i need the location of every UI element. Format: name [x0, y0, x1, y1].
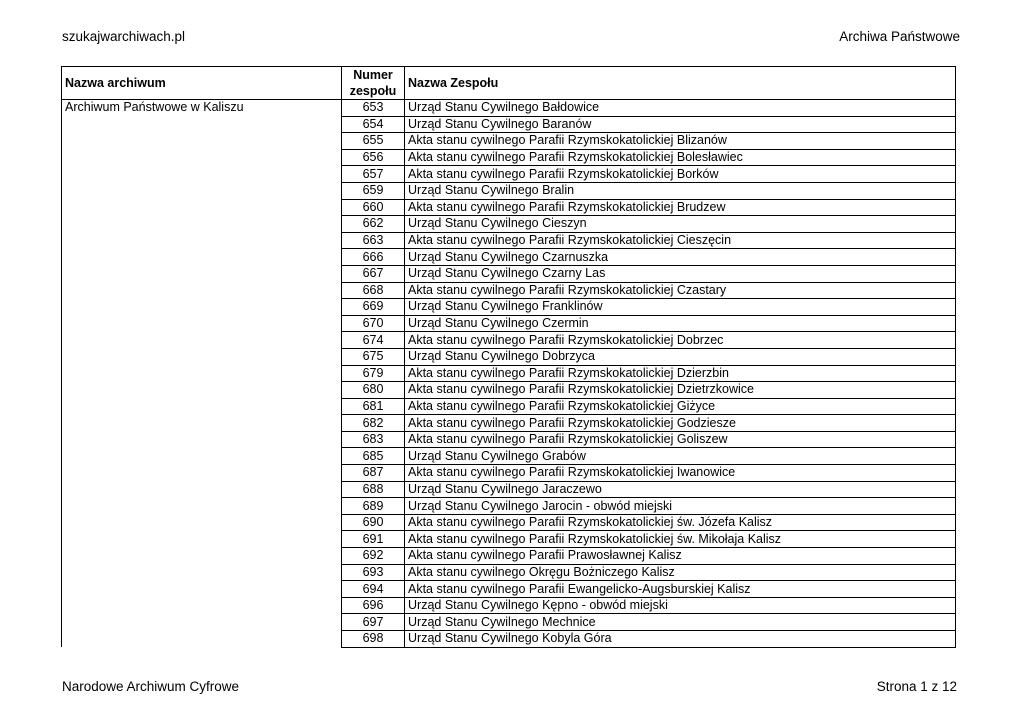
table-header-row	[62, 67, 956, 100]
table-header	[62, 67, 956, 100]
fonds-name-cell: Akta stanu cywilnego Parafii Rzymskokatolickiej Dzierzbin	[405, 365, 956, 382]
fonds-number-cell: 655	[342, 133, 405, 150]
fonds-number-cell: 674	[342, 332, 405, 349]
fonds-name-cell: Akta stanu cywilnego Parafii Rzymskokatolickiej Dobrzec	[405, 332, 956, 349]
fonds-number-cell: 659	[342, 182, 405, 199]
fonds-name-cell: Urząd Stanu Cywilnego Mechnice	[405, 614, 956, 631]
page-header-institution: Archiwa Państwowe	[839, 29, 960, 44]
fonds-number-cell: 660	[342, 199, 405, 216]
fonds-name-cell: Urząd Stanu Cywilnego Baranów	[405, 116, 956, 133]
fonds-number-cell: 685	[342, 448, 405, 465]
column-header-archive: Nazwa archiwum	[62, 67, 342, 100]
fonds-name-cell: Akta stanu cywilnego Parafii Rzymskokatolickiej Brudzew	[405, 199, 956, 216]
fonds-number-cell: 680	[342, 382, 405, 399]
fonds-name-cell: Urząd Stanu Cywilnego Bałdowice	[405, 100, 956, 117]
column-header-number: Numer zespołu	[342, 67, 405, 100]
page-header-site: szukajwarchiwach.pl	[62, 29, 186, 44]
fonds-number-cell: 654	[342, 116, 405, 133]
table-row	[62, 100, 956, 117]
records-table	[61, 66, 956, 648]
fonds-name-cell: Urząd Stanu Cywilnego Jarocin - obwód miejski	[405, 498, 956, 515]
fonds-number-cell: 689	[342, 498, 405, 515]
fonds-number-cell: 682	[342, 415, 405, 432]
fonds-name-cell: Akta stanu cywilnego Parafii Ewangelicko-Augsburskiej Kalisz	[405, 581, 956, 598]
fonds-name-cell: Akta stanu cywilnego Parafii Prawosławnej Kalisz	[405, 548, 956, 565]
fonds-name-cell: Urząd Stanu Cywilnego Jaraczewo	[405, 481, 956, 498]
column-header-name: Nazwa Zespołu	[405, 67, 956, 100]
fonds-name-cell: Akta stanu cywilnego Parafii Rzymskokatolickiej Bolesławiec	[405, 149, 956, 166]
fonds-number-cell: 690	[342, 514, 405, 531]
fonds-name-cell: Akta stanu cywilnego Parafii Rzymskokatolickiej Giżyce	[405, 398, 956, 415]
fonds-number-cell: 691	[342, 531, 405, 548]
fonds-number-cell: 692	[342, 548, 405, 565]
fonds-number-cell: 694	[342, 581, 405, 598]
fonds-name-cell: Akta stanu cywilnego Parafii Rzymskokatolickiej Cieszęcin	[405, 232, 956, 249]
fonds-name-cell: Urząd Stanu Cywilnego Kobyla Góra	[405, 631, 956, 648]
fonds-number-cell: 675	[342, 348, 405, 365]
fonds-name-cell: Akta stanu cywilnego Parafii Rzymskokatolickiej Godziesze	[405, 415, 956, 432]
fonds-name-cell: Akta stanu cywilnego Parafii Rzymskokatolickiej św. Józefa Kalisz	[405, 514, 956, 531]
fonds-name-cell: Akta stanu cywilnego Parafii Rzymskokatolickiej św. Mikołaja Kalisz	[405, 531, 956, 548]
fonds-number-cell: 681	[342, 398, 405, 415]
fonds-name-cell: Urząd Stanu Cywilnego Cieszyn	[405, 216, 956, 233]
table-body	[62, 100, 956, 648]
fonds-name-cell: Akta stanu cywilnego Parafii Rzymskokatolickiej Czastary	[405, 282, 956, 299]
fonds-number-cell: 693	[342, 564, 405, 581]
fonds-name-cell: Urząd Stanu Cywilnego Bralin	[405, 182, 956, 199]
fonds-name-cell: Urząd Stanu Cywilnego Kępno - obwód miejski	[405, 597, 956, 614]
fonds-number-cell: 679	[342, 365, 405, 382]
fonds-number-cell: 662	[342, 216, 405, 233]
fonds-number-cell: 670	[342, 315, 405, 332]
fonds-number-cell: 688	[342, 481, 405, 498]
fonds-name-cell: Akta stanu cywilnego Parafii Rzymskokatolickiej Dzietrzkowice	[405, 382, 956, 399]
fonds-number-cell: 657	[342, 166, 405, 183]
fonds-name-cell: Akta stanu cywilnego Parafii Rzymskokatolickiej Blizanów	[405, 133, 956, 150]
fonds-number-cell: 653	[342, 100, 405, 117]
fonds-name-cell: Akta stanu cywilnego Parafii Rzymskokatolickiej Iwanowice	[405, 465, 956, 482]
fonds-name-cell: Urząd Stanu Cywilnego Dobrzyca	[405, 348, 956, 365]
fonds-number-cell: 683	[342, 431, 405, 448]
fonds-name-cell: Akta stanu cywilnego Okręgu Bożniczego Kalisz	[405, 564, 956, 581]
fonds-name-cell: Urząd Stanu Cywilnego Franklinów	[405, 299, 956, 316]
fonds-number-cell: 668	[342, 282, 405, 299]
fonds-name-cell: Urząd Stanu Cywilnego Czermin	[405, 315, 956, 332]
page-footer-pagination: Strona 1 z 12	[876, 679, 957, 694]
fonds-number-cell: 698	[342, 631, 405, 648]
fonds-number-cell: 687	[342, 465, 405, 482]
fonds-number-cell: 669	[342, 299, 405, 316]
fonds-name-cell: Urząd Stanu Cywilnego Czarnuszka	[405, 249, 956, 266]
fonds-number-cell: 667	[342, 265, 405, 282]
page-footer-publisher: Narodowe Archiwum Cyfrowe	[62, 679, 240, 694]
fonds-name-cell: Urząd Stanu Cywilnego Czarny Las	[405, 265, 956, 282]
fonds-name-cell: Akta stanu cywilnego Parafii Rzymskokatolickiej Borków	[405, 166, 956, 183]
fonds-name-cell: Akta stanu cywilnego Parafii Rzymskokatolickiej Goliszew	[405, 431, 956, 448]
fonds-number-cell: 663	[342, 232, 405, 249]
fonds-number-cell: 696	[342, 597, 405, 614]
fonds-number-cell: 656	[342, 149, 405, 166]
fonds-number-cell: 697	[342, 614, 405, 631]
archive-name-cell: Archiwum Państwowe w Kaliszu	[62, 100, 342, 648]
fonds-name-cell: Urząd Stanu Cywilnego Grabów	[405, 448, 956, 465]
fonds-number-cell: 666	[342, 249, 405, 266]
